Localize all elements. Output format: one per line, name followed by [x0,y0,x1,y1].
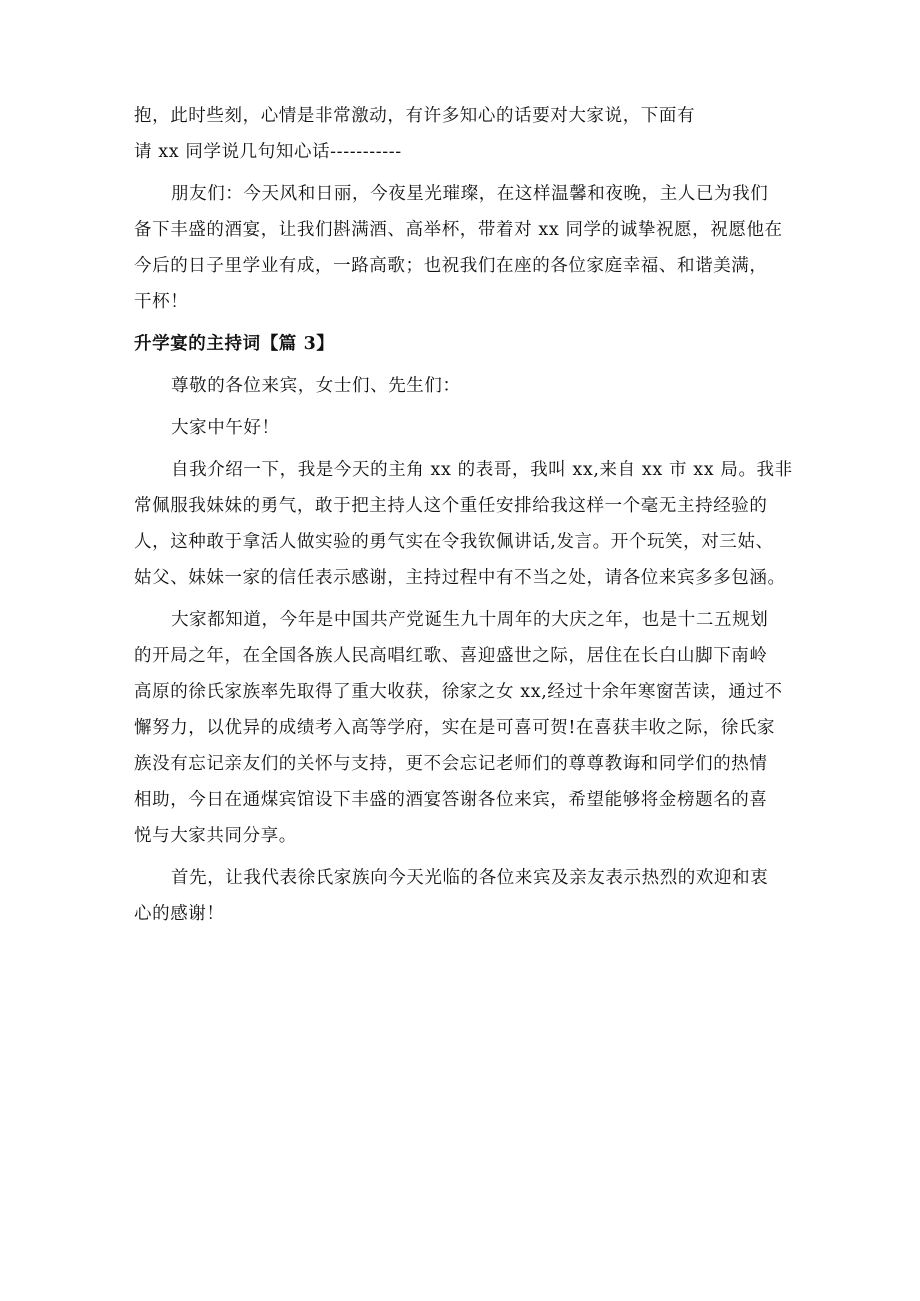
text-line: 备下丰盛的酒宴，让我们斟满酒、高举杯，带着对 xx 同学的诚挚祝愿，祝愿他在 [134,220,783,240]
thanks-paragraph [134,860,794,932]
text-line: 大家中午好！ [171,418,280,438]
text-line: 人，这种敢于拿活人做实验的勇气实在令我钦佩讲话,发言。开个玩笑，对三姑、 [134,532,774,552]
background-paragraph [134,602,794,854]
text-line: 高原的徐氏家族率先取得了重大收获，徐家之女 xx,经过十余年寒窗苦读，通过不 [134,682,783,702]
text-line: 的开局之年，在全国各族人民高唱红歌、喜迎盛世之际，居住在长白山脚下南岭 [134,646,768,666]
text-line: 自我介绍一下，我是今天的主角 xx 的表哥，我叫 xx,来自 xx 市 xx 局。我非 [171,460,793,480]
text-line: 朋友们：今天风和日丽，今夜星光璀璨，在这样温馨和夜晚，主人已为我们 [171,184,769,204]
toast-paragraph [134,176,794,320]
text-line: 请 xx 同学说几句知心话----------- [134,142,402,162]
text-line: 首先，让我代表徐氏家族向今天光临的各位来宾及亲友表示热烈的欢迎和衷 [171,868,769,888]
greeting-paragraph [134,368,794,404]
text-line: 族没有忘记亲友们的关怀与支持，更不会忘记老师们的尊尊教诲和同学们的热情 [134,754,768,774]
text-line: 姑父、妹妹一家的信任表示感谢，主持过程中有不当之处，请各位来宾多多包涵。 [134,568,786,588]
text-line: 相助，今日在通煤宾馆设下丰盛的酒宴答谢各位来宾，希望能够将金榜题名的喜 [134,790,768,810]
text-line: 常佩服我妹妹的勇气，敢于把主持人这个重任安排给我这样一个毫无主持经验的 [134,496,768,516]
text-line: 大家都知道，今年是中国共产党诞生九十周年的大庆之年，也是十二五规划 [171,610,769,630]
text-line: 抱，此时些刻，心情是非常激动，有许多知心的话要对大家说，下面有 [134,106,696,126]
intro-paragraph [134,98,794,170]
text-line: 心的感谢！ [134,904,225,924]
text-line: 悦与大家共同分享。 [134,826,297,846]
text-line: 懈努力，以优异的成绩考入高等学府，实在是可喜可贺!在喜获丰收之际，徐氏家 [134,718,776,738]
text-line: 今后的日子里学业有成，一路高歌；也祝我们在座的各位家庭幸福、和谐美满， [134,256,768,276]
text-line: 尊敬的各位来宾，女士们、先生们： [171,376,461,396]
document-page [134,98,794,932]
greeting2-paragraph [134,410,794,446]
section-heading: 升学宴的主持词【篇 3】 [134,334,335,354]
text-line: 干杯！ [134,292,189,312]
self-intro-paragraph [134,452,794,596]
